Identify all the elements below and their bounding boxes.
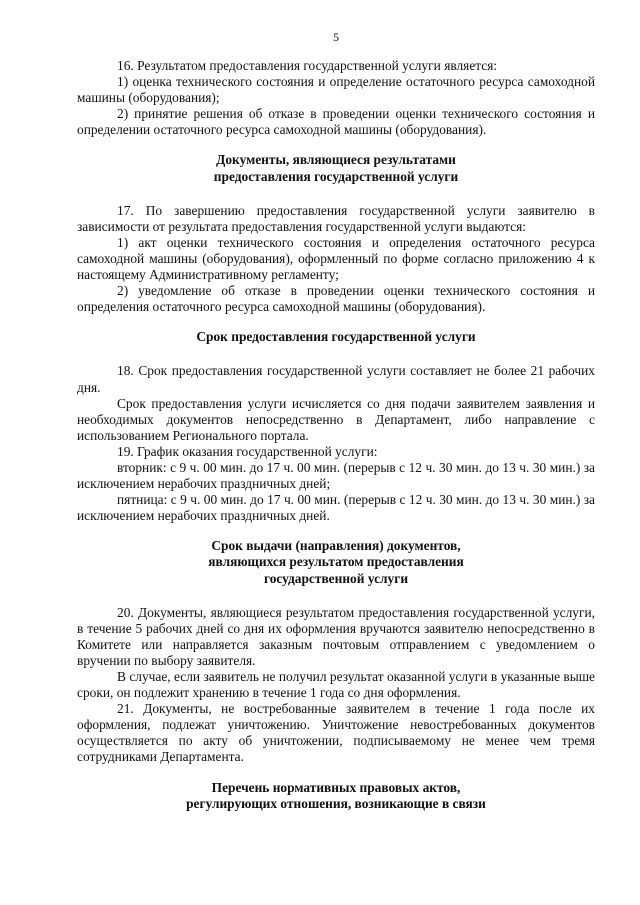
heading-service-term <box>77 329 595 345</box>
paragraph-18-term-calculation: Срок предоставления услуги исчисляется со дня подачи заявителем заявления и необходимых документов непосредственно в Департамент, либо направление с использованием Регионального портала. <box>77 395 595 443</box>
paragraph-16-item-1: 1) оценка технического состояния и определение остаточного ресурса самоходной машины (оборудования); <box>77 74 595 106</box>
paragraph-16: 16. Результатом предоставления государственной услуги является: <box>117 58 498 73</box>
page-number: 5 <box>333 30 339 44</box>
heading-issue-term <box>77 538 595 586</box>
paragraph-19: 19. График оказания государственной услуги: <box>117 443 378 459</box>
document-page <box>77 30 595 812</box>
heading-line: государственной услуги <box>263 570 409 586</box>
schedule-tuesday: вторник: с 9 ч. 00 мин. до 17 ч. 00 мин. (перерыв с 12 ч. 30 мин. до 13 ч. 30 мин.) за исключением нерабочих праздничных дней; <box>77 459 595 492</box>
heading-line: регулирующих отношения, возникающие в связи <box>186 795 486 811</box>
heading-line: Срок предоставления государственной услуги <box>196 329 476 345</box>
paragraph-16-item-2: 2) принятие решения об отказе в проведении оценки технического состояния и определении остаточного ресурса самоходной машины (оборудования). <box>77 106 595 138</box>
paragraph-17-item-2: 2) уведомление об отказе в проведении оценки технического состояния и определения остаточного ресурса самоходной машины (оборудования). <box>77 283 595 315</box>
heading-regulatory-acts <box>77 780 595 812</box>
paragraph-20-storage: В случае, если заявитель не получил результат оказанной услуги в указанные выше сроки, он подлежит хранению в течение 1 года со дня оформления. <box>77 669 595 701</box>
heading-line: предоставления государственной услуги <box>213 168 459 184</box>
heading-line: Документы, являющиеся результатами <box>216 152 456 168</box>
paragraph-18: 18. Срок предоставления государственной услуги составляет не более 21 рабочих дня. <box>77 363 595 395</box>
schedule-friday: пятница: с 9 ч. 00 мин. до 17 ч. 00 мин. (перерыв с 12 ч. 30 мин. до 13 ч. 30 мин.) за исключением нерабочих праздничных дней. <box>77 492 595 524</box>
heading-line: Срок выдачи (направления) документов, <box>211 538 461 554</box>
paragraph-21: 21. Документы, не востребованные заявителем в течение 1 года после их оформления, подлежат уничтожению. Уничтожение невостребованных документов осуществляется по акту об уничтожении, подписываемому не менее чем тремя сотрудниками Департамента. <box>77 701 595 765</box>
paragraph-17-item-1: 1) акт оценки технического состояния и определения остаточного ресурса самоходной машины (оборудования), оформленный по форме согласно приложению 4 к настоящему Административному регламенту; <box>77 234 595 283</box>
paragraph-20: 20. Документы, являющиеся результатом предоставления государственной услуги, в течение 5 рабочих дней со дня их оформления вручаются заявителю непосредственно в Комитете или направляется заказным почтовым отправлением с уведомлением о вручении по выбору заявителя. <box>77 604 595 668</box>
heading-line: являющихся результатом предоставления <box>208 554 464 570</box>
heading-line: Перечень нормативных правовых актов, <box>211 779 461 795</box>
heading-results-documents <box>77 152 595 184</box>
paragraph-17: 17. По завершению предоставления государственной услуги заявителю в зависимости от результата предоставления государственной услуги выдаются: <box>77 202 595 234</box>
